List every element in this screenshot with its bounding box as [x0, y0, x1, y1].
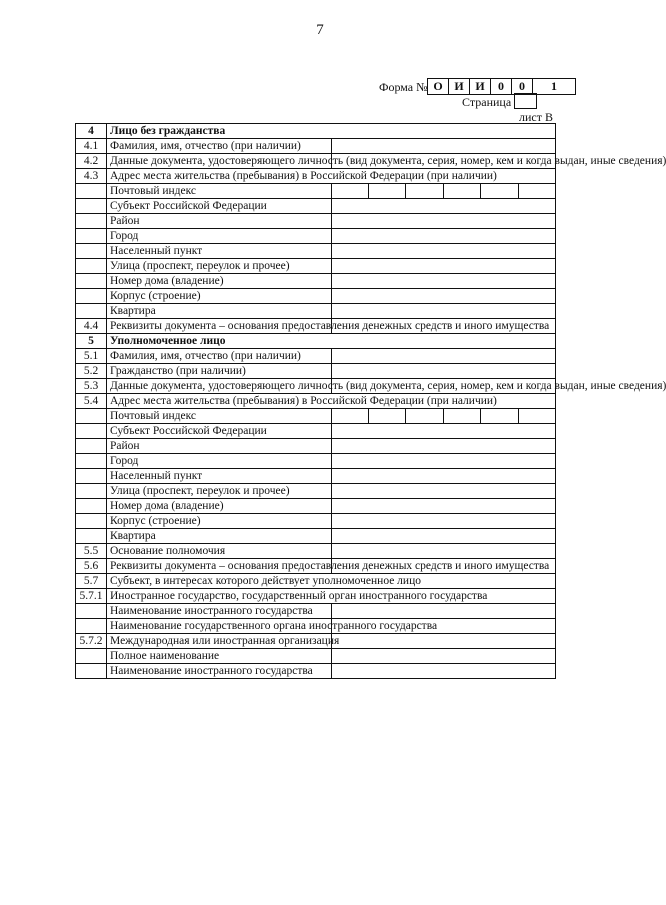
row-label: Уполномоченное лицо [107, 334, 556, 349]
row-number: 5.7.2 [76, 634, 107, 649]
row-label: Основание полномочия [107, 544, 332, 559]
form-row [76, 469, 556, 484]
form-code-cell: О [427, 78, 449, 95]
value-field[interactable] [331, 514, 556, 529]
form-row [76, 349, 556, 364]
form-row [76, 274, 556, 289]
form-row [76, 619, 556, 634]
value-field[interactable] [331, 229, 556, 244]
row-number [76, 244, 107, 259]
section-row [76, 124, 556, 139]
row-label: Населенный пункт [107, 244, 332, 259]
row-number [76, 424, 107, 439]
postal-code-digit[interactable] [405, 409, 442, 423]
form-number-label: Форма № [379, 80, 428, 94]
form-row [76, 529, 556, 544]
form-row [76, 214, 556, 229]
value-field[interactable] [331, 544, 556, 559]
postal-code-digit[interactable] [480, 184, 517, 198]
form-row [76, 544, 556, 559]
form-row [76, 514, 556, 529]
row-number [76, 259, 107, 274]
row-number [76, 529, 107, 544]
row-number [76, 619, 107, 634]
form-row [76, 439, 556, 454]
form-row [76, 394, 556, 409]
postal-code-digit[interactable] [368, 184, 405, 198]
row-label: Почтовый индекс [107, 184, 332, 199]
row-number: 5.5 [76, 544, 107, 559]
row-number [76, 604, 107, 619]
page-number: 7 [316, 22, 324, 38]
row-number [76, 199, 107, 214]
form-row [76, 604, 556, 619]
postal-code-digit[interactable] [405, 184, 442, 198]
form-row [76, 379, 556, 394]
form-row [76, 454, 556, 469]
form-row [76, 139, 556, 154]
row-label: Адрес места жительства (пребывания) в Российской Федерации (при наличии) [107, 169, 556, 184]
row-number: 5.3 [76, 379, 107, 394]
form-code-cell: 1 [532, 78, 576, 95]
value-field[interactable] [331, 139, 556, 154]
value-field[interactable] [331, 664, 556, 679]
form-row [76, 364, 556, 379]
form-row [76, 304, 556, 319]
form-row [76, 319, 556, 334]
page-number-field[interactable] [514, 93, 537, 109]
row-label: Улица (проспект, переулок и прочее) [107, 259, 332, 274]
row-label: Иностранное государство, государственный орган иностранного государства [107, 589, 556, 604]
value-field[interactable] [331, 604, 556, 619]
row-number [76, 229, 107, 244]
value-field[interactable] [331, 649, 556, 664]
row-number [76, 484, 107, 499]
row-label: Корпус (строение) [107, 514, 332, 529]
row-label: Данные документа, удостоверяющего личность (вид документа, серия, номер, кем и когда выдан, иные сведения) [107, 379, 332, 394]
row-number [76, 274, 107, 289]
row-number [76, 409, 107, 424]
form-row [76, 649, 556, 664]
form-code [428, 78, 576, 95]
form-row [76, 589, 556, 604]
value-field[interactable] [331, 529, 556, 544]
form-row [76, 634, 556, 649]
form-row [76, 169, 556, 184]
row-label: Город [107, 454, 332, 469]
value-field[interactable] [331, 364, 556, 379]
form-code-cell: 0 [490, 78, 512, 95]
value-field[interactable] [331, 274, 556, 289]
row-label: Корпус (строение) [107, 289, 332, 304]
form-row [76, 154, 556, 169]
postal-code-digit[interactable] [443, 184, 480, 198]
postal-code-digit[interactable] [480, 409, 517, 423]
row-number: 5.7 [76, 574, 107, 589]
page-label: Страница [462, 95, 512, 109]
form-row [76, 664, 556, 679]
value-field[interactable] [331, 199, 556, 214]
row-label: Лицо без гражданства [107, 124, 556, 139]
value-field[interactable] [331, 259, 556, 274]
postal-code-digit[interactable] [518, 184, 555, 198]
value-field[interactable] [331, 424, 556, 439]
postal-code-digit[interactable] [332, 184, 368, 198]
value-field[interactable] [331, 484, 556, 499]
postal-code-field[interactable] [331, 184, 556, 199]
row-number: 5.1 [76, 349, 107, 364]
row-label: Данные документа, удостоверяющего личность (вид документа, серия, номер, кем и когда выдан, иные сведения) [107, 154, 332, 169]
section-row [76, 334, 556, 349]
row-label: Адрес места жительства (пребывания) в Российской Федерации (при наличии) [107, 394, 556, 409]
value-field[interactable] [331, 244, 556, 259]
row-label: Фамилия, имя, отчество (при наличии) [107, 139, 332, 154]
row-label: Улица (проспект, переулок и прочее) [107, 484, 332, 499]
row-number: 4.1 [76, 139, 107, 154]
row-label: Международная или иностранная организация [107, 634, 332, 649]
value-field[interactable] [331, 349, 556, 364]
value-field[interactable] [331, 634, 556, 649]
postal-code-digit[interactable] [332, 409, 368, 423]
form-row [76, 229, 556, 244]
form-row [76, 184, 556, 199]
postal-code-field[interactable] [331, 409, 556, 424]
row-label: Реквизиты документа – основания предоставления денежных средств и иного имущества [107, 559, 332, 574]
row-number [76, 664, 107, 679]
value-field[interactable] [331, 454, 556, 469]
row-label: Населенный пункт [107, 469, 332, 484]
form-row [76, 484, 556, 499]
sheet-label: лист В [519, 110, 553, 124]
row-number [76, 184, 107, 199]
row-label: Гражданство (при наличии) [107, 364, 332, 379]
row-label: Субъект, в интересах которого действует уполномоченное лицо [107, 574, 556, 589]
value-field[interactable] [331, 469, 556, 484]
row-number [76, 289, 107, 304]
form-code-cell: 0 [511, 78, 533, 95]
row-label: Реквизиты документа – основания предоставления денежных средств и иного имущества [107, 319, 332, 334]
row-label: Почтовый индекс [107, 409, 332, 424]
row-number [76, 439, 107, 454]
row-label: Полное наименование [107, 649, 332, 664]
row-label: Наименование государственного органа иностранного государства [107, 619, 332, 634]
row-label: Наименование иностранного государства [107, 604, 332, 619]
form-row [76, 574, 556, 589]
row-label: Наименование иностранного государства [107, 664, 332, 679]
form-row [76, 424, 556, 439]
form-code-cell: И [469, 78, 491, 95]
row-number [76, 454, 107, 469]
form-row [76, 559, 556, 574]
form-row [76, 199, 556, 214]
form-row [76, 499, 556, 514]
form-row [76, 244, 556, 259]
form-row [76, 289, 556, 304]
row-label: Субъект Российской Федерации [107, 199, 332, 214]
row-number [76, 304, 107, 319]
row-number [76, 214, 107, 229]
row-number [76, 499, 107, 514]
postal-code-digit[interactable] [443, 409, 480, 423]
row-label: Номер дома (владение) [107, 274, 332, 289]
row-label: Фамилия, имя, отчество (при наличии) [107, 349, 332, 364]
row-number: 5 [76, 334, 107, 349]
row-number: 5.4 [76, 394, 107, 409]
row-number: 5.7.1 [76, 589, 107, 604]
row-number [76, 649, 107, 664]
value-field[interactable] [331, 499, 556, 514]
value-field[interactable] [331, 439, 556, 454]
row-label: Квартира [107, 529, 332, 544]
row-number: 4.2 [76, 154, 107, 169]
form-row [76, 259, 556, 274]
row-label: Город [107, 229, 332, 244]
form-row [76, 409, 556, 424]
row-number: 4.3 [76, 169, 107, 184]
row-number: 5.2 [76, 364, 107, 379]
row-number [76, 514, 107, 529]
form-table [75, 123, 666, 679]
row-label: Субъект Российской Федерации [107, 424, 332, 439]
value-field[interactable] [331, 289, 556, 304]
row-label: Номер дома (владение) [107, 499, 332, 514]
row-label: Квартира [107, 304, 332, 319]
value-field[interactable] [331, 214, 556, 229]
form-code-cell: И [448, 78, 470, 95]
postal-code-digit[interactable] [368, 409, 405, 423]
row-label: Район [107, 439, 332, 454]
value-field[interactable] [331, 304, 556, 319]
row-number: 4 [76, 124, 107, 139]
row-number: 5.6 [76, 559, 107, 574]
row-label: Район [107, 214, 332, 229]
postal-code-digit[interactable] [518, 409, 555, 423]
row-number: 4.4 [76, 319, 107, 334]
row-number [76, 469, 107, 484]
